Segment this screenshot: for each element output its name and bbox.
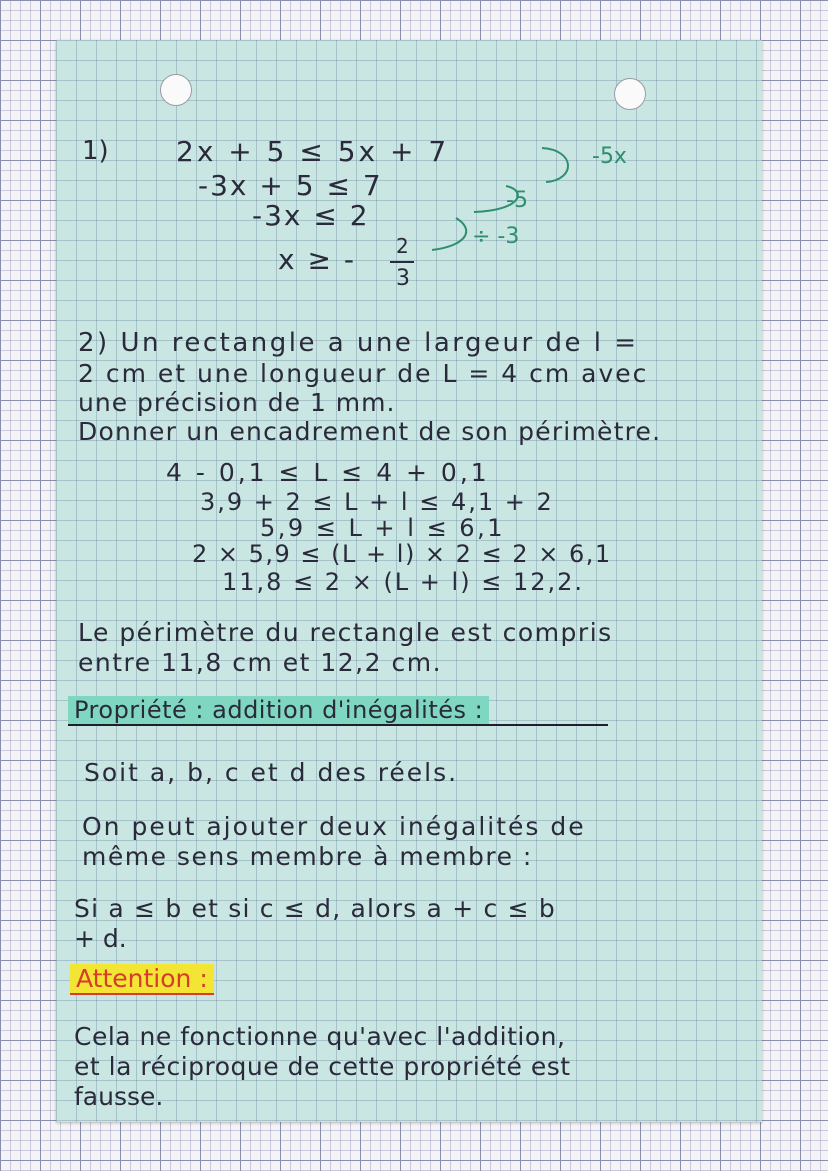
exercise-1-label: 1) <box>82 136 109 166</box>
calc-line-1: 4 - 0,1 ≤ L ≤ 4 + 0,1 <box>166 458 490 487</box>
inequality-line-4: x ≥ - <box>278 243 356 276</box>
warning-line-1: Cela ne fonctionne qu'avec l'addition, <box>74 1022 566 1051</box>
index-card <box>56 40 762 1122</box>
calc-line-3: 5,9 ≤ L + l ≤ 6,1 <box>260 514 505 542</box>
exercise-2-text-2: 2 cm et une longueur de L = 4 cm avec <box>78 359 649 388</box>
step-note-minus-5: -5 <box>506 188 528 213</box>
fraction-denominator: 3 <box>396 266 410 291</box>
exercise-2-text-3: une précision de 1 mm. <box>78 388 396 417</box>
exercise-2-text-1: 2) Un rectangle a une largeur de l = <box>78 328 639 358</box>
step-note-minus-5x: -5x <box>592 144 627 169</box>
property-line-1: Soit a, b, c et d des réels. <box>84 758 459 787</box>
conclusion-line-2: entre 11,8 cm et 12,2 cm. <box>78 648 443 677</box>
property-line-3: même sens membre à membre : <box>82 842 533 871</box>
property-line-4: Si a ≤ b et si c ≤ d, alors a + c ≤ b <box>74 894 556 923</box>
calc-line-2: 3,9 + 2 ≤ L + l ≤ 4,1 + 2 <box>200 488 554 516</box>
step-note-divide-minus-3: ÷ -3 <box>472 224 520 249</box>
exercise-2-text-4: Donner un encadrement de son périmètre. <box>78 417 662 446</box>
property-line-5: + d. <box>74 924 127 953</box>
inequality-line-1: 2x + 5 ≤ 5x + 7 <box>176 135 450 168</box>
step-arrows <box>56 40 762 340</box>
calc-line-4: 2 × 5,9 ≤ (L + l) × 2 ≤ 2 × 6,1 <box>192 540 612 568</box>
property-line-2: On peut ajouter deux inégalités de <box>82 812 586 841</box>
inequality-line-2: -3x + 5 ≤ 7 <box>198 169 383 202</box>
calc-line-5: 11,8 ≤ 2 × (L + l) ≤ 12,2. <box>222 568 585 596</box>
warning-line-2: et la réciproque de cette propriété est <box>74 1052 571 1081</box>
warning-line-3: fausse. <box>74 1082 164 1111</box>
inequality-line-3: -3x ≤ 2 <box>252 199 370 232</box>
warning-title: Attention : <box>70 964 214 995</box>
fraction-numerator: 2 <box>396 234 409 258</box>
conclusion-line-1: Le périmètre du rectangle est compris <box>78 618 613 647</box>
property-title-block <box>68 696 608 726</box>
property-title: Propriété : addition d'inégalités : <box>68 696 489 724</box>
